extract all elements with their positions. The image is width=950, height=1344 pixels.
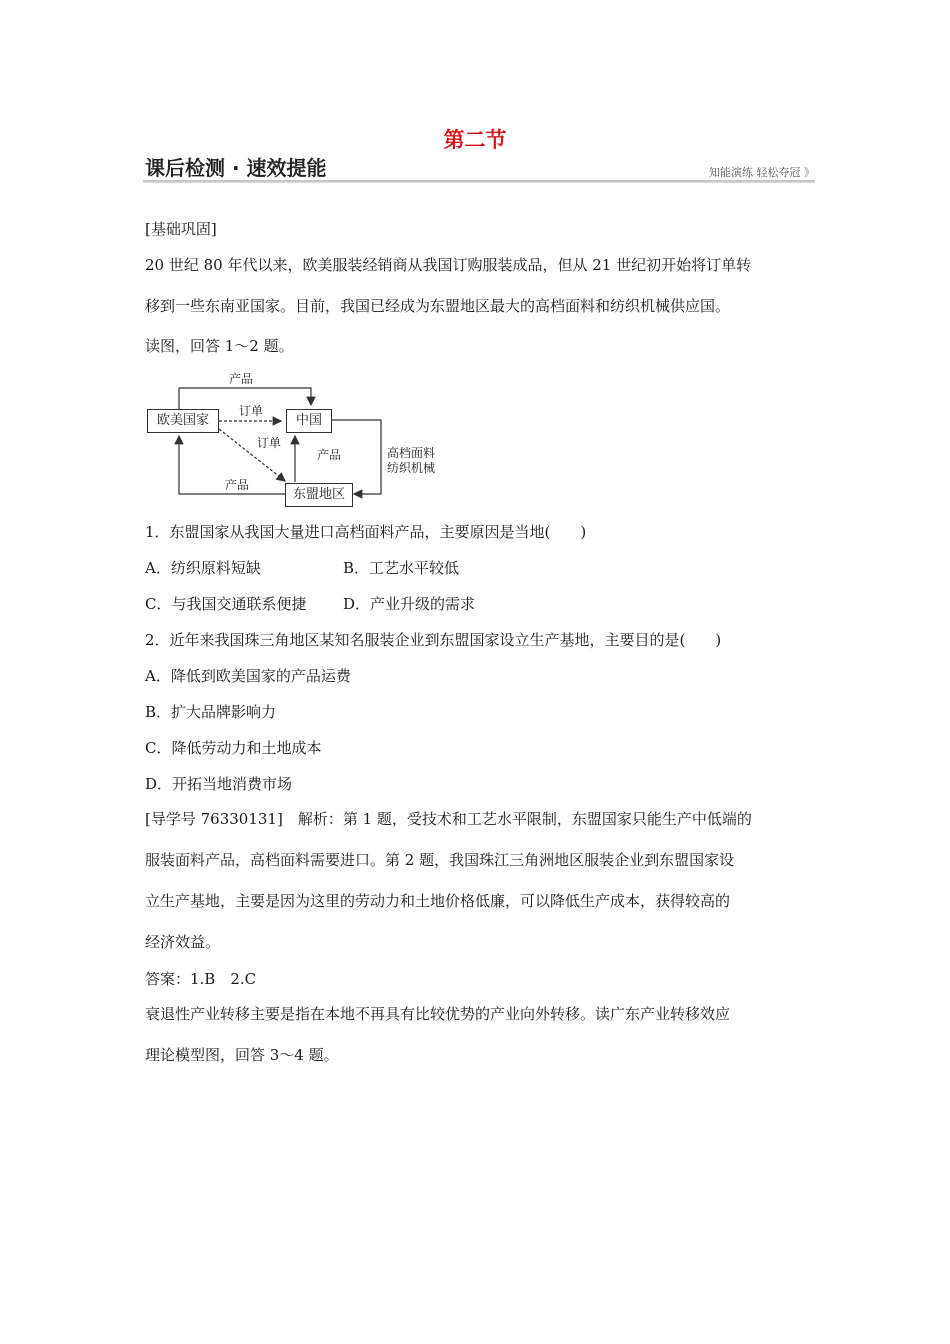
label-order-mid: 订单 — [239, 404, 264, 418]
page-title: 第二节 — [443, 128, 507, 152]
banner-slogan: 知能演练 轻松夺冠 》 — [709, 166, 815, 179]
question-2-option-d: D．开拓当地消费市场 — [145, 775, 293, 793]
question-2-stem: 2．近年来我国珠三角地区某知名服装企业到东盟国家设立生产基地，主要目的是( ) — [145, 631, 722, 649]
question-1-option-b: B．工艺水平较低 — [343, 559, 460, 577]
label-product-china: 产品 — [317, 448, 342, 462]
trade-flow-diagram — [145, 368, 455, 508]
analysis-line-2: 服装面料产品，高档面料需要进口。第 2 题，我国珠江三角洲地区服装企业到东盟国家设 — [145, 851, 735, 869]
banner-heading: 课后检测 · 速效提能 — [145, 156, 327, 180]
analysis-line-4: 经济效益。 — [145, 933, 221, 951]
label-textile-machinery: 纺织机械 — [387, 461, 436, 475]
intro-line-2: 移到一些东南亚国家。目前，我国已经成为东盟地区最大的高档面料和纺织机械供应国。 — [145, 297, 731, 315]
label-product-bottom: 产品 — [225, 478, 250, 492]
next-intro-line-2: 理论模型图，回答 3～4 题。 — [145, 1046, 339, 1064]
label-high-grade-fabric: 高档面料 — [387, 446, 436, 460]
question-2-option-a: A．降低到欧美国家的产品运费 — [145, 667, 351, 685]
question-2-option-b: B．扩大品牌影响力 — [145, 703, 277, 721]
question-1-option-a: A．纺织原料短缺 — [145, 559, 261, 577]
question-1-option-d: D．产业升级的需求 — [343, 595, 476, 613]
section-label: [基础巩固] — [145, 220, 217, 238]
intro-line-1: 20 世纪 80 年代以来，欧美服装经销商从我国订购服装成品，但从 21 世纪初开始将订单转 — [145, 256, 752, 274]
box-europe-america: 欧美国家 — [147, 409, 219, 433]
banner-divider — [143, 180, 815, 183]
question-1-option-c: C．与我国交通联系便捷 — [145, 595, 307, 613]
box-china: 中国 — [286, 409, 332, 433]
intro-line-3: 读图，回答 1～2 题。 — [145, 337, 294, 355]
analysis-line-3: 立生产基地，主要是因为这里的劳动力和土地价格低廉，可以降低生产成本，获得较高的 — [145, 892, 731, 910]
question-2-option-c: C．降低劳动力和土地成本 — [145, 739, 322, 757]
next-intro-line-1: 衰退性产业转移主要是指在本地不再具有比较优势的产业向外转移。读广东产业转移效应 — [145, 1005, 731, 1023]
box-asean: 东盟地区 — [285, 483, 353, 507]
section-banner — [143, 152, 815, 184]
label-product-top: 产品 — [229, 372, 254, 386]
analysis-line-1: [导学号 76330131] 解析：第 1 题，受技术和工艺水平限制，东盟国家只能生产中低端的 — [145, 810, 752, 828]
question-1-stem: 1．东盟国家从我国大量进口高档面料产品，主要原因是当地( ) — [145, 523, 587, 541]
label-order-diagonal: 订单 — [257, 436, 282, 450]
answer-line: 答案：1.B 2.C — [145, 970, 257, 988]
